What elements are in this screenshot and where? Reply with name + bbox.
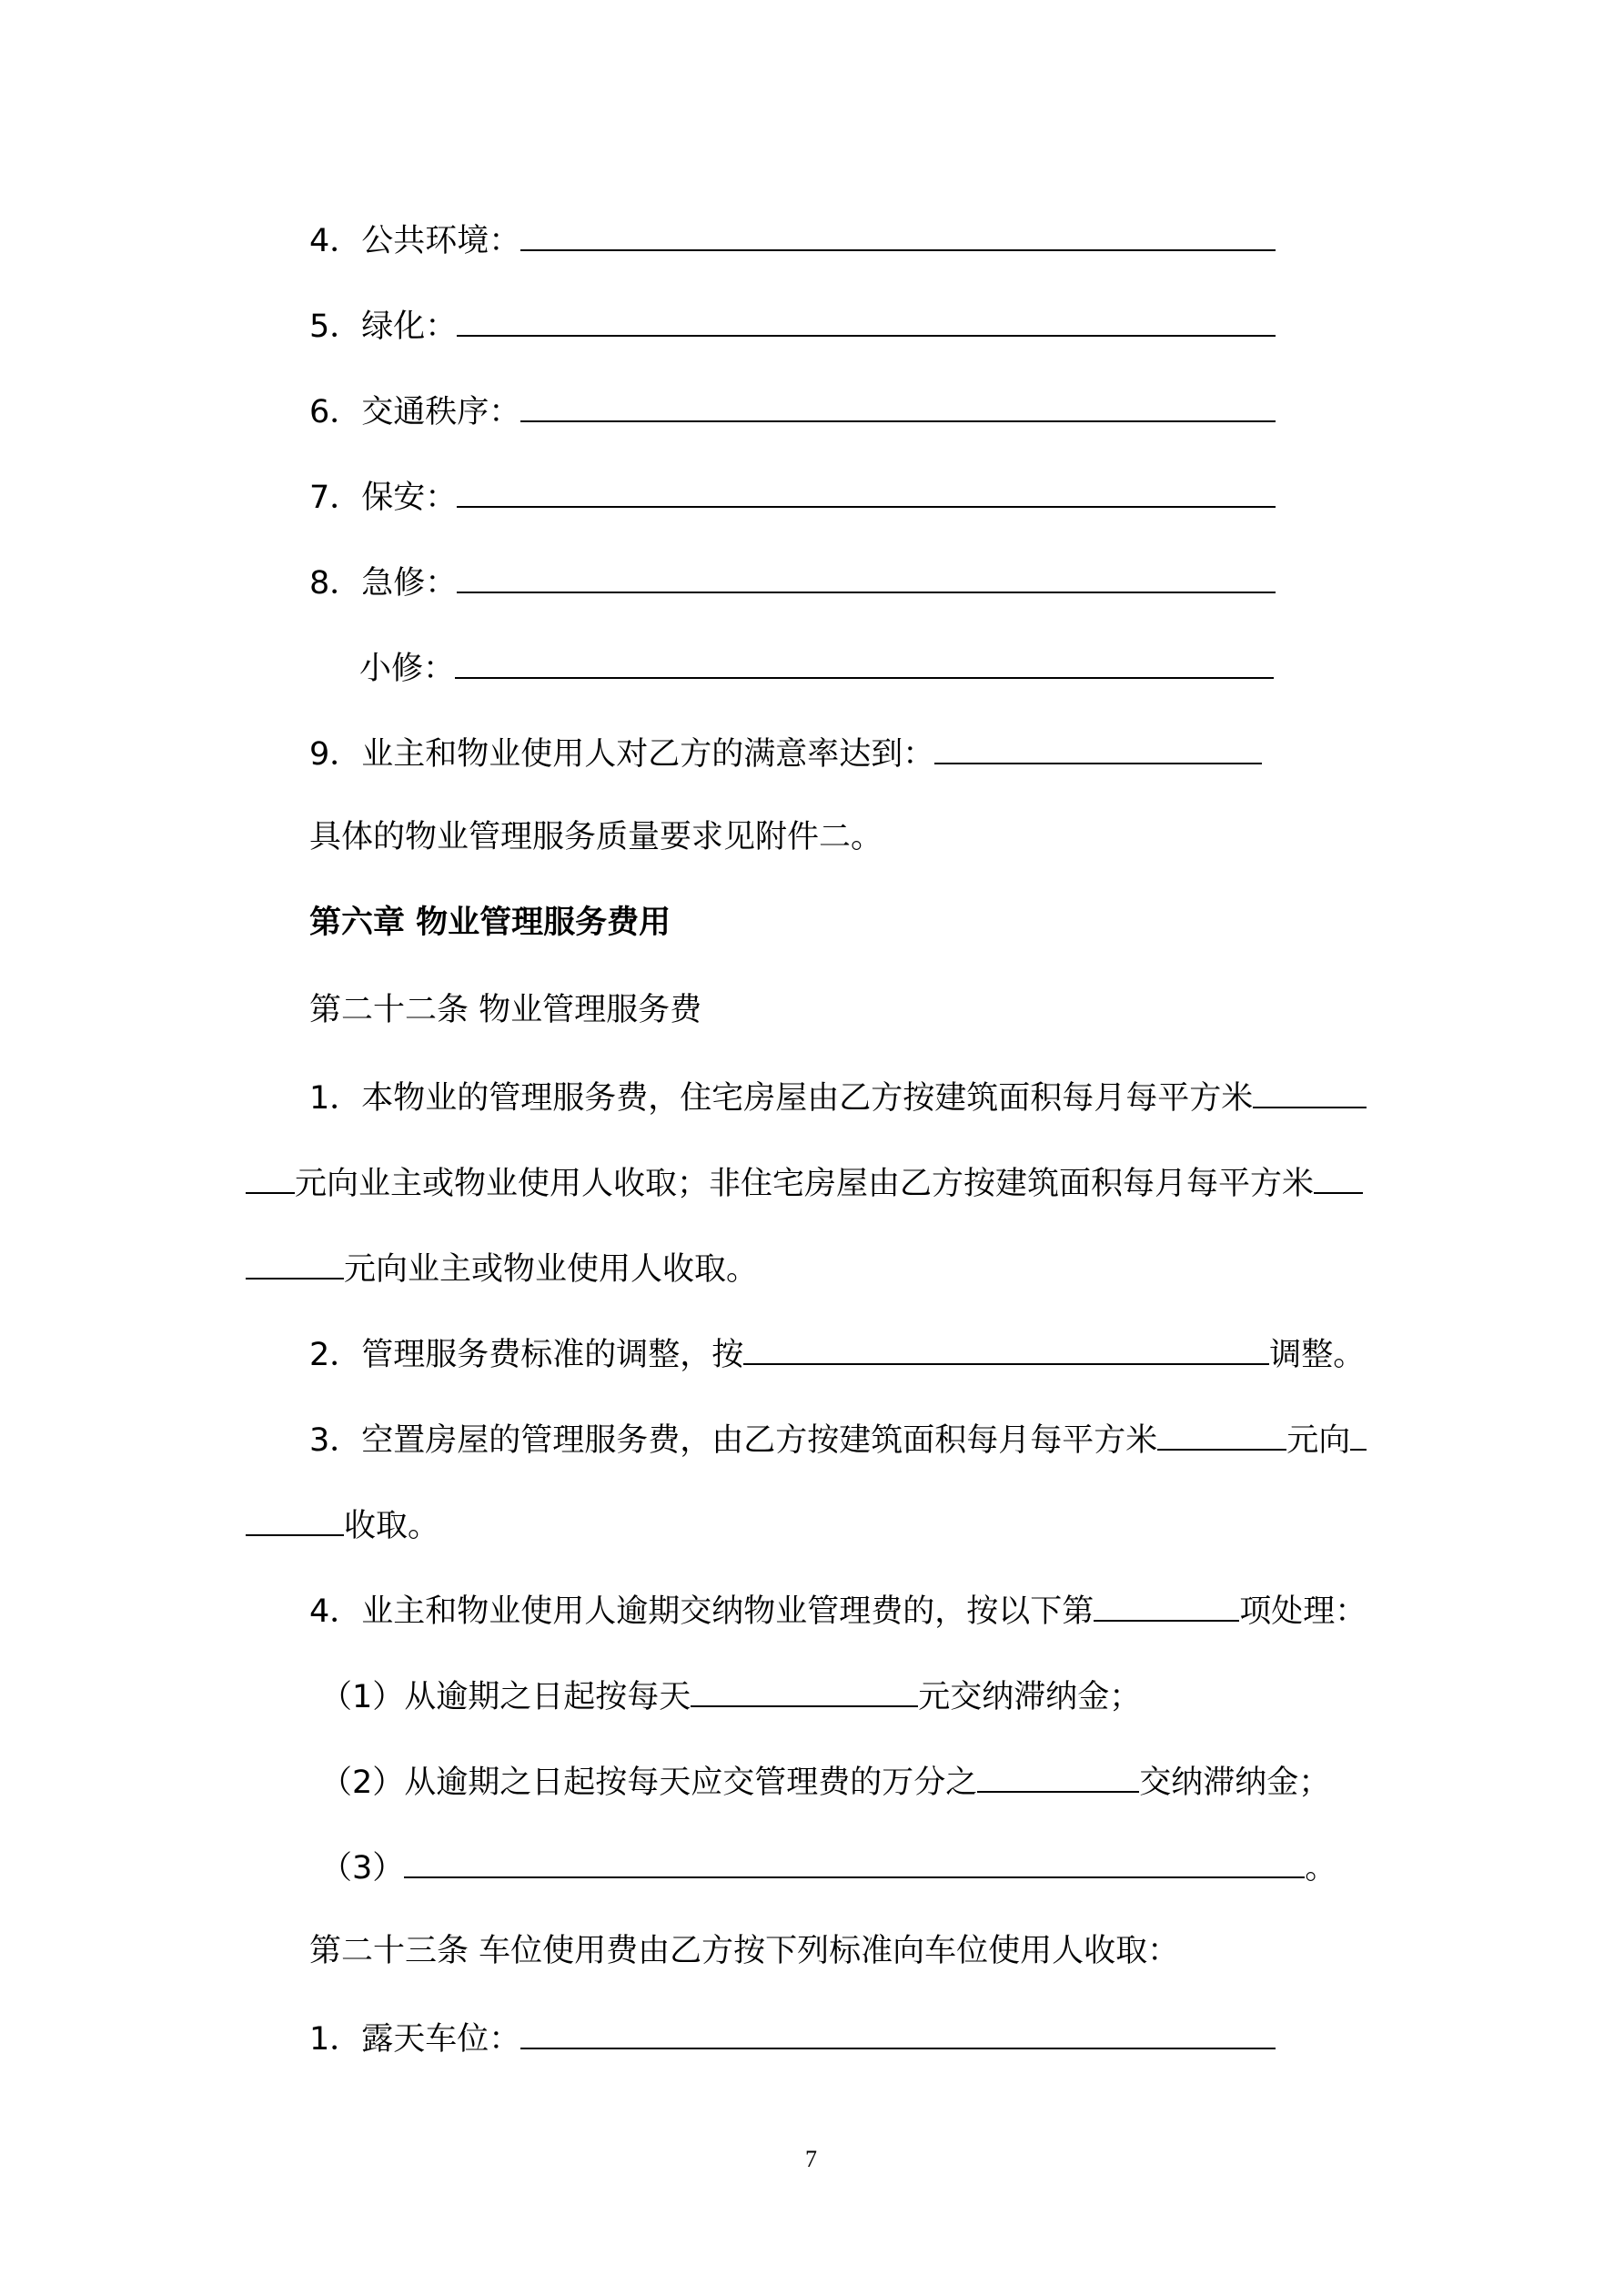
label: 小修： — [359, 651, 456, 687]
fill-blank[interactable] — [455, 646, 1274, 679]
item-greening — [309, 304, 1276, 347]
text: 项处理： — [1239, 1593, 1367, 1630]
article-22-option-1 — [320, 1674, 1141, 1717]
item-satisfaction-rate — [309, 732, 1262, 774]
label: 9．业主和物业使用人对乙方的满意率达到： — [309, 736, 935, 773]
text: （1）从逾期之日起按每天 — [320, 1679, 691, 1715]
fill-blank[interactable] — [1350, 1418, 1367, 1451]
text: 元向业主或物业使用人收取。 — [344, 1251, 759, 1288]
article-22-p4 — [309, 1589, 1367, 1632]
text: 4．业主和物业使用人逾期交纳物业管理费的，按以下第 — [309, 1593, 1094, 1630]
chapter-title — [309, 903, 671, 943]
article-22-p1-line2 — [246, 1161, 1363, 1204]
chapter-title-text: 第六章 物业管理服务费用 — [309, 905, 671, 941]
item-emergency-repair — [309, 561, 1276, 603]
fill-blank[interactable] — [743, 1332, 1269, 1365]
text: 交纳滞纳金； — [1139, 1765, 1331, 1801]
fill-blank[interactable] — [457, 304, 1276, 337]
label: 7．保安： — [309, 480, 458, 516]
article-22-p1-line3 — [246, 1247, 758, 1290]
item-public-environment — [309, 218, 1276, 261]
text: 2．管理服务费标准的调整，按 — [309, 1337, 744, 1373]
article-title-text: 第二十二条 物业管理服务费 — [309, 992, 702, 1028]
fill-blank[interactable] — [934, 732, 1262, 764]
label: 5．绿化： — [309, 308, 458, 345]
label: 6．交通秩序： — [309, 394, 521, 430]
text: （2）从逾期之日起按每天应交管理费的万分之 — [320, 1765, 978, 1801]
fill-blank[interactable] — [691, 1674, 918, 1707]
article-22-option-3 — [320, 1846, 1337, 1888]
article-22-p1-line1 — [309, 1076, 1367, 1118]
article-22-p3-line1 — [309, 1418, 1367, 1461]
fill-blank[interactable] — [404, 1846, 1305, 1878]
item-traffic-order — [309, 389, 1276, 432]
label: 1．露天车位： — [309, 2021, 521, 2058]
text: 元向 — [1286, 1422, 1351, 1459]
text: 。 — [1305, 1850, 1337, 1886]
fill-blank[interactable] — [457, 561, 1276, 593]
fill-blank[interactable] — [1253, 1076, 1367, 1108]
text: 1．本物业的管理服务费，住宅房屋由乙方按建筑面积每月每平方米 — [309, 1080, 1254, 1117]
fill-blank[interactable] — [977, 1760, 1139, 1793]
article-23-title — [309, 1931, 1179, 1971]
article-22-p3-line2 — [246, 1503, 439, 1546]
label: 8．急修： — [309, 565, 458, 602]
label: 4．公共环境： — [309, 223, 521, 259]
fill-blank[interactable] — [1094, 1589, 1239, 1622]
item-security — [309, 475, 1276, 518]
fill-blank[interactable] — [457, 475, 1276, 508]
item-open-air-parking — [309, 2017, 1276, 2059]
article-22-option-2 — [320, 1760, 1330, 1803]
text: 调整。 — [1269, 1337, 1366, 1373]
quality-note — [309, 817, 883, 857]
article-22-p2 — [309, 1332, 1365, 1375]
fill-blank[interactable] — [1314, 1161, 1363, 1194]
fill-blank[interactable] — [520, 389, 1276, 422]
text: 元向业主或物业使用人收取；非住宅房屋由乙方按建筑面积每月每平方米 — [295, 1166, 1315, 1202]
text: 元交纳滞纳金； — [918, 1679, 1142, 1715]
fill-blank[interactable] — [246, 1247, 344, 1279]
fill-blank[interactable] — [246, 1503, 344, 1536]
article-title-text: 第二十三条 车位使用费由乙方按下列标准向车位使用人收取： — [309, 1933, 1180, 1969]
fill-blank[interactable] — [520, 2017, 1276, 2049]
text: 收取。 — [344, 1508, 440, 1544]
page-number: 7 — [805, 2146, 817, 2172]
text: （3） — [320, 1850, 405, 1886]
article-22-title — [309, 990, 701, 1030]
fill-blank[interactable] — [520, 218, 1276, 251]
note-text: 具体的物业管理服务质量要求见附件二。 — [309, 819, 883, 855]
fill-blank[interactable] — [1157, 1418, 1286, 1451]
fill-blank[interactable] — [246, 1161, 295, 1194]
text: 3．空置房屋的管理服务费，由乙方按建筑面积每月每平方米 — [309, 1422, 1158, 1459]
item-minor-repair — [359, 646, 1274, 689]
